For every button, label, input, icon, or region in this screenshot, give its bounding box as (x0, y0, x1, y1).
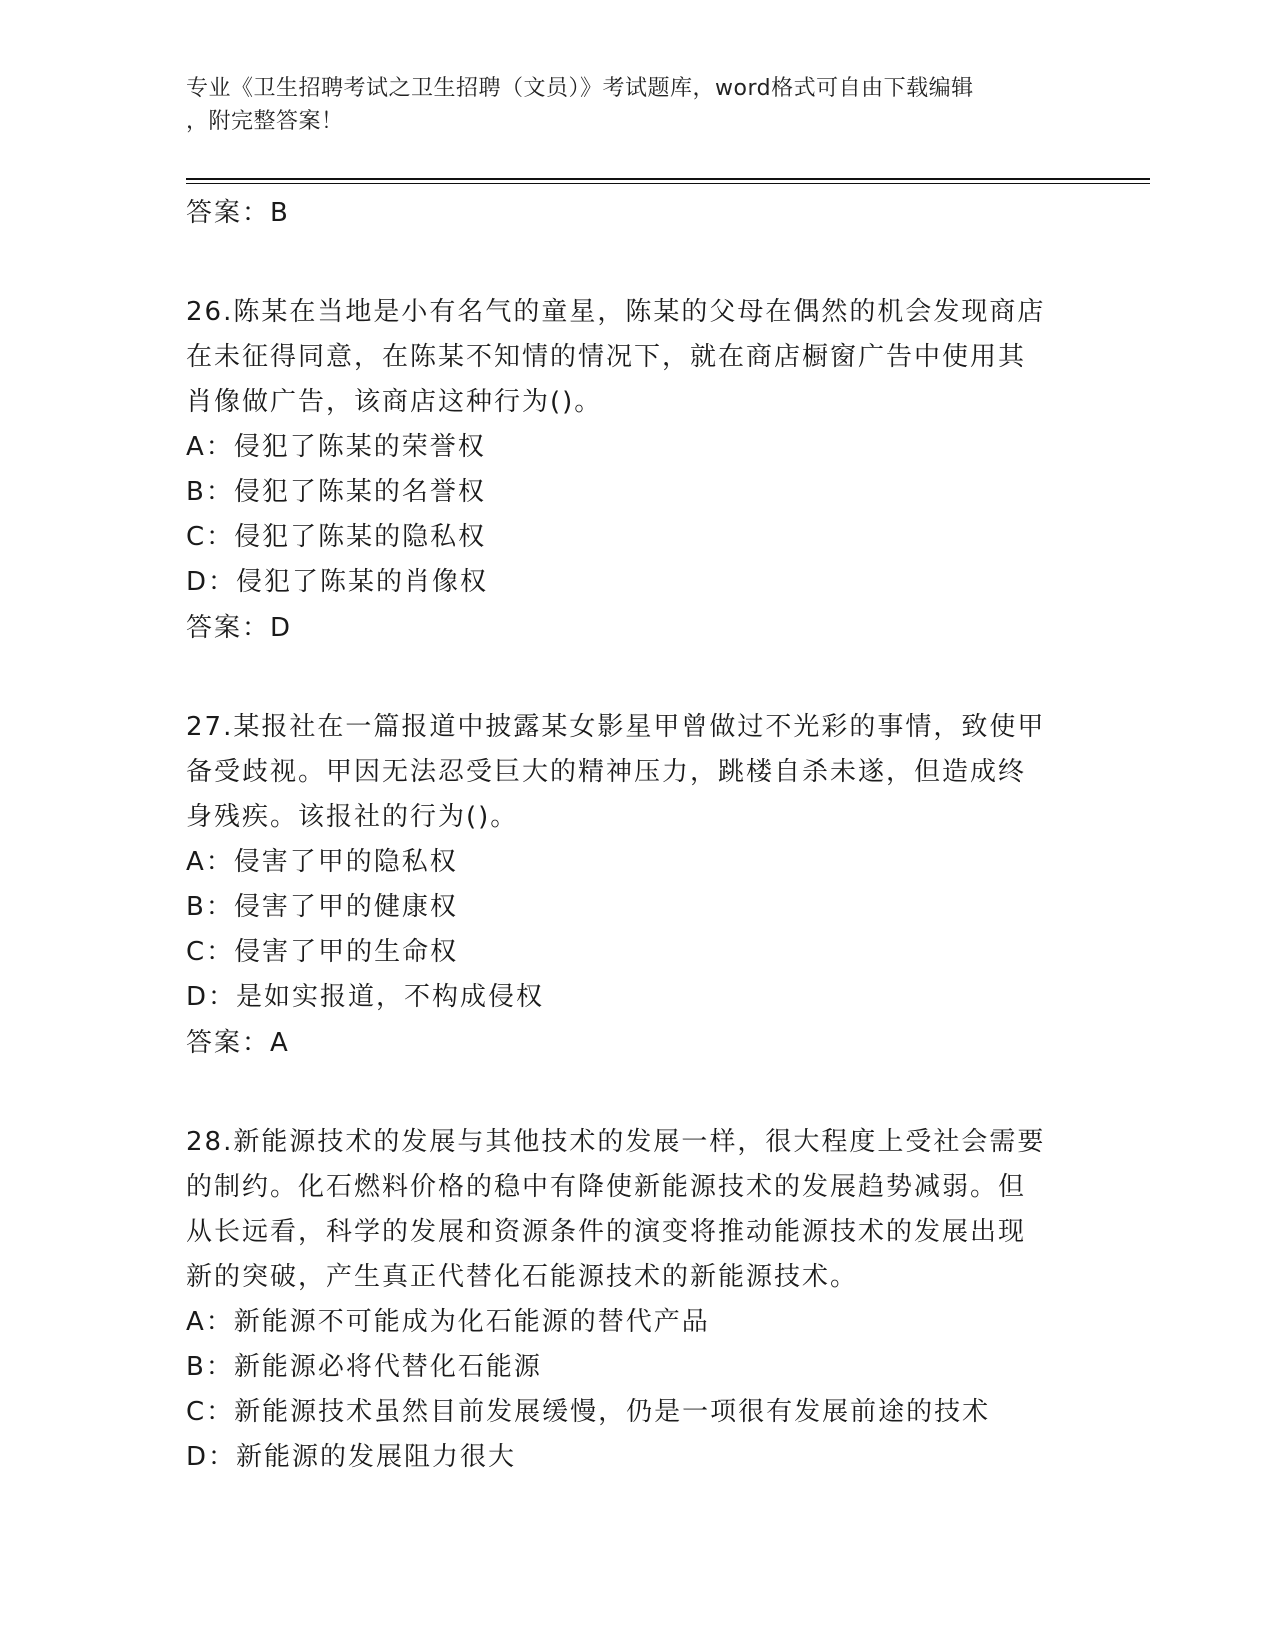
option-d: D：新能源的发展阻力很大 (186, 1442, 517, 1472)
option-a: A：侵犯了陈某的荣誉权 (186, 432, 486, 462)
page-header (186, 72, 1086, 138)
stem-line: 27.某报社在一篇报道中披露某女影星甲曾做过不光彩的事情，致使甲 (186, 712, 1046, 742)
question-stem (186, 290, 1096, 425)
stem-line: 备受歧视。甲因无法忍受巨大的精神压力，跳楼自杀未遂，但造成终 (186, 757, 1027, 787)
question-stem (186, 705, 1096, 840)
option-d: D：是如实报道，不构成侵权 (186, 982, 545, 1012)
header-divider-thin (186, 183, 1150, 184)
option-b: B：侵害了甲的健康权 (186, 892, 458, 922)
header-divider-thick (186, 178, 1150, 180)
header-line-1: 专业《卫生招聘考试之卫生招聘（文员）》考试题库，word格式可自由下载编辑 (186, 76, 974, 101)
answer: 答案：D (186, 613, 293, 643)
option-c: C：侵犯了陈某的隐私权 (186, 522, 487, 552)
option-d: D：侵犯了陈某的肖像权 (186, 567, 489, 597)
option-c: C：新能源技术虽然目前发展缓慢，仍是一项很有发展前途的技术 (186, 1397, 991, 1427)
option-c: C：侵害了甲的生命权 (186, 937, 459, 967)
stem-line: 肖像做广告，该商店这种行为()。 (186, 387, 603, 417)
question-26 (186, 290, 1096, 651)
question-list (186, 190, 1096, 1480)
question-28 (186, 1120, 1096, 1480)
stem-line: 26.陈某在当地是小有名气的童星，陈某的父母在偶然的机会发现商店 (186, 297, 1046, 327)
option-b: B：新能源必将代替化石能源 (186, 1352, 542, 1382)
question-stem (186, 1120, 1096, 1300)
stem-line: 的制约。化石燃料价格的稳中有降使新能源技术的发展趋势减弱。但 (186, 1172, 1027, 1202)
stem-line: 在未征得同意，在陈某不知情的情况下，就在商店橱窗广告中使用其 (186, 342, 1027, 372)
stem-line: 从长远看，科学的发展和资源条件的演变将推动能源技术的发展出现 (186, 1217, 1027, 1247)
stem-line: 身残疾。该报社的行为()。 (186, 802, 519, 832)
stem-line: 新的突破，产生真正代替化石能源技术的新能源技术。 (186, 1262, 859, 1292)
answer: 答案：A (186, 1028, 290, 1058)
option-a: A：侵害了甲的隐私权 (186, 847, 458, 877)
question-27 (186, 705, 1096, 1066)
header-line-2: ，附完整答案！ (186, 109, 344, 134)
previous-answer: 答案：B (186, 198, 290, 228)
stem-line: 28.新能源技术的发展与其他技术的发展一样，很大程度上受社会需要 (186, 1127, 1046, 1157)
option-a: A：新能源不可能成为化石能源的替代产品 (186, 1307, 710, 1337)
option-b: B：侵犯了陈某的名誉权 (186, 477, 486, 507)
